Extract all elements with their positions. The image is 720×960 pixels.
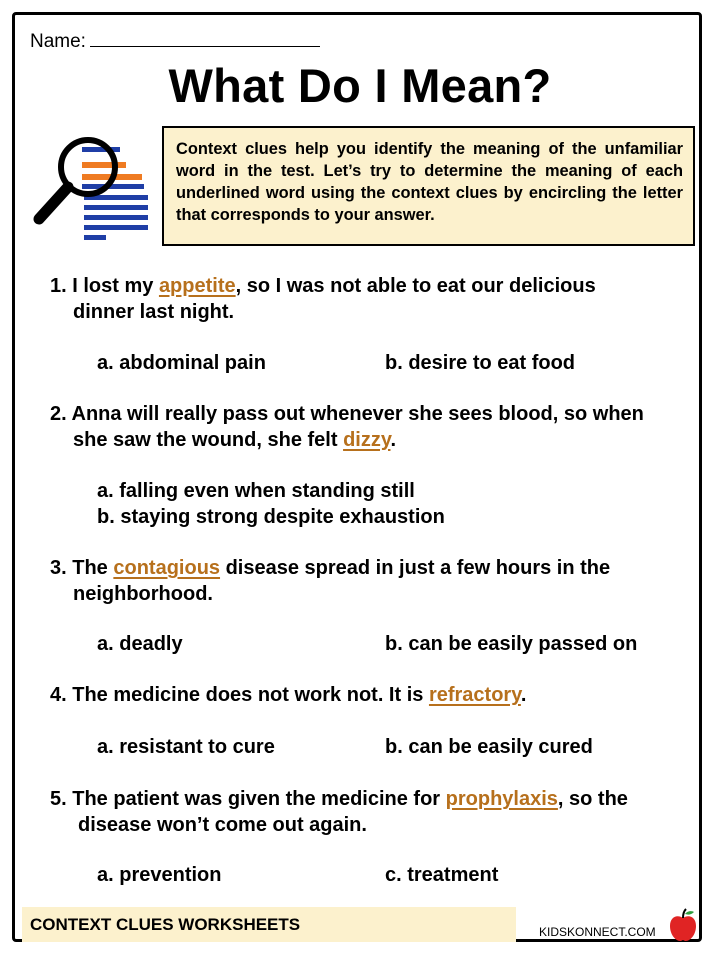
- question-text: 4. The medicine does not work not. It is: [50, 684, 429, 706]
- question-text: dinner last night.: [73, 301, 235, 323]
- question-text: 2. Anna will really pass out whenever she sees blood, so when: [50, 403, 644, 425]
- question-text: 1. I lost my: [50, 275, 159, 297]
- underlined-word: appetite: [158, 275, 236, 297]
- footer-site: KIDSKONNECT.COM: [539, 925, 656, 939]
- option-5a[interactable]: a. prevention: [97, 864, 222, 886]
- option-1a[interactable]: a. abdominal pain: [97, 352, 266, 374]
- question-text: disease spread in just a few hours in the: [220, 557, 611, 579]
- option-5c[interactable]: c. treatment: [385, 864, 499, 886]
- option-4b[interactable]: b. can be easily cured: [385, 736, 593, 758]
- question-text: disease won’t come out again.: [78, 814, 367, 836]
- question-1: [50, 273, 596, 325]
- question-text: , so the: [557, 788, 628, 810]
- question-text: .: [390, 429, 397, 451]
- question-text: , so I was not able to eat our delicious: [235, 275, 596, 297]
- option-3b[interactable]: b. can be easily passed on: [385, 633, 638, 655]
- question-4: [50, 682, 526, 708]
- underlined-word: refractory: [428, 684, 521, 706]
- name-field[interactable]: [30, 28, 320, 53]
- name-label: Name:: [30, 31, 86, 52]
- footer-title: CONTEXT CLUES WORKSHEETS: [30, 915, 301, 934]
- apple-icon: [667, 908, 699, 942]
- page-title: What Do I Mean?: [168, 59, 552, 112]
- instructions-box: Context clues help you identify the meaning of the unfamiliar word in the test. Let’s try to determine the meaning of each underlined word using the context clues by encircling the letter that corresponds to your answer.: [162, 126, 695, 246]
- option-2a[interactable]: a. falling even when standing still: [97, 480, 415, 502]
- underlined-word: contagious: [113, 557, 221, 579]
- name-blank-line[interactable]: [90, 28, 320, 47]
- question-3: [50, 555, 610, 607]
- question-text: .: [520, 684, 527, 706]
- question-2: [50, 401, 644, 453]
- underlined-word: dizzy: [343, 429, 391, 451]
- option-4a[interactable]: a. resistant to cure: [97, 736, 275, 758]
- option-1b[interactable]: b. desire to eat food: [385, 352, 576, 374]
- magnifier-document-icon: [32, 128, 154, 246]
- option-3a[interactable]: a. deadly: [97, 633, 183, 655]
- question-text: 5. The patient was given the medicine for: [50, 788, 446, 810]
- question-text: she saw the wound, she felt: [73, 429, 344, 451]
- question-text: 3. The: [50, 557, 114, 579]
- option-2b[interactable]: b. staying strong despite exhaustion: [97, 506, 445, 528]
- question-text: neighborhood.: [73, 583, 213, 605]
- underlined-word: prophylaxis: [445, 788, 558, 810]
- question-5: [50, 786, 628, 838]
